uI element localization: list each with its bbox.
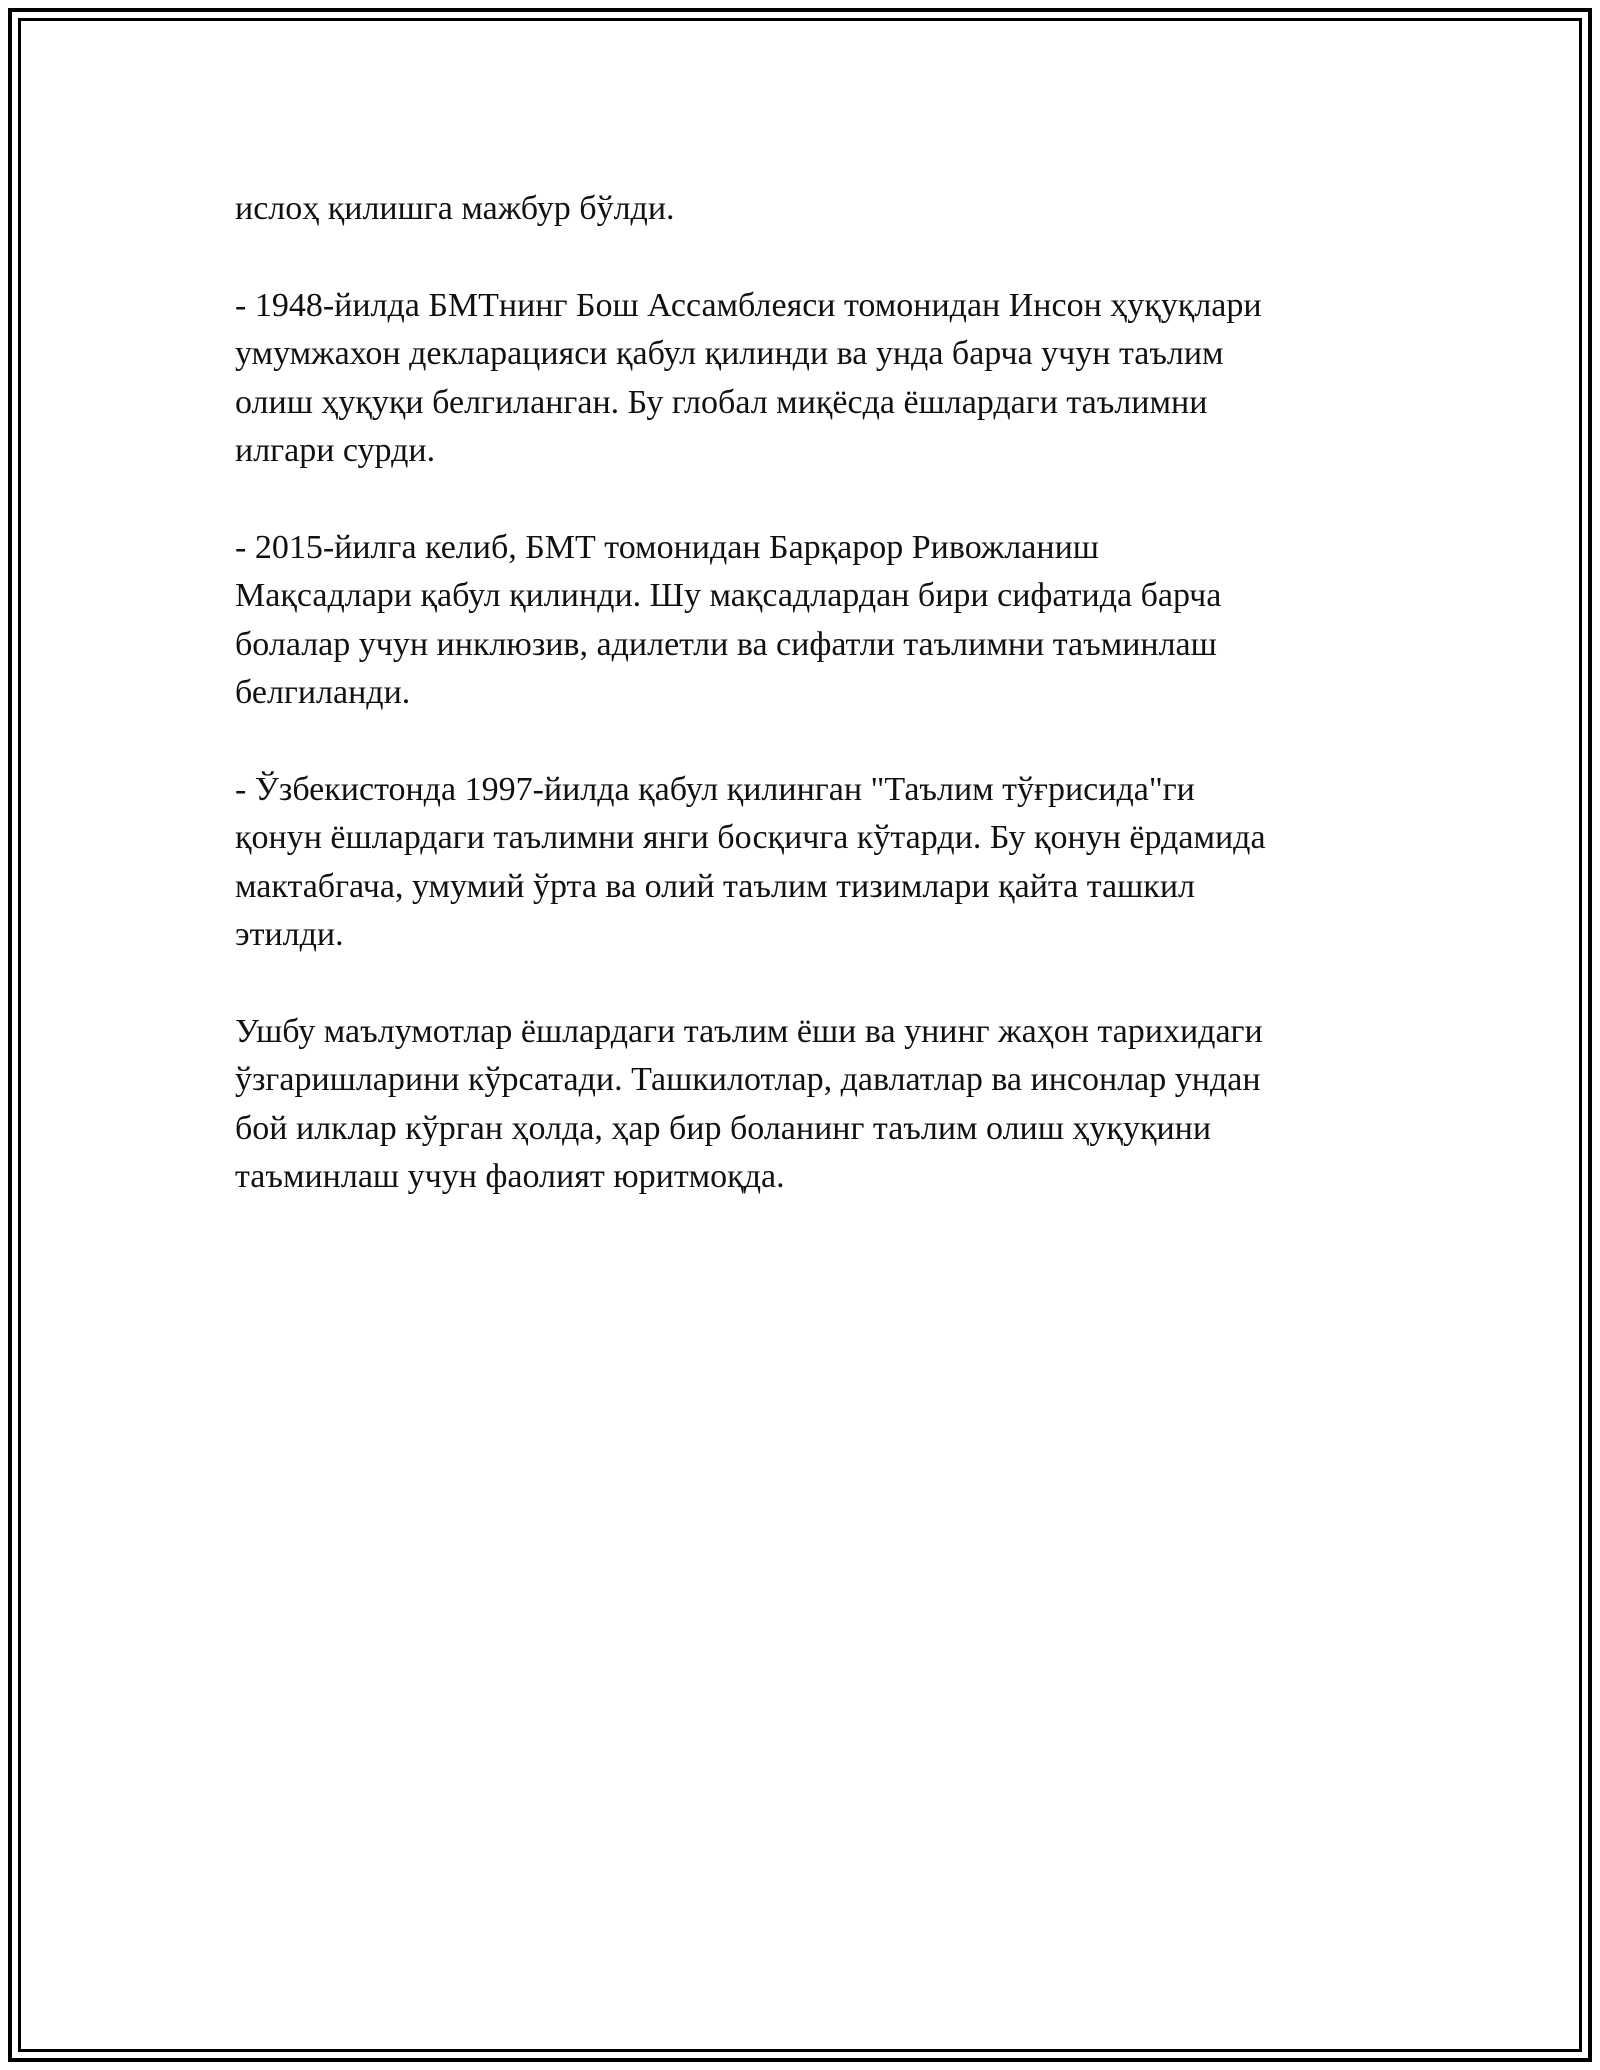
paragraph-continuation: ислоҳ қилишга мажбур бўлди. <box>235 190 675 227</box>
paragraph-2015-goals: - 2015-йилга келиб, БМТ томонидан Барқарор Ривожланиш Мақсадлари қабул қилинди. Шу мақсадлардан бири сифатида барча болалар учун инклюзив, адилетли ва сифатли таълимни таъминлаш белгиланди. <box>235 528 1222 711</box>
document-body <box>235 185 1365 1250</box>
paragraph-1948-declaration: - 1948-йилда БМТнинг Бош Ассамблеяси томонидан Инсон ҳуқуқлари умумжахон декларацияси қабул қилинди ва унда барча учун таълим олиш ҳуқуқи белгиланган. Бу глобал миқёсда ёшлардаги таълимни илгари сурди. <box>235 286 1262 469</box>
paragraph-1997-law: - Ўзбекистонда 1997-йилда қабул қилинган "Таълим тўғрисида"ги қонун ёшлардаги таълимни янги босқичга кўтарди. Бу қонун ёрдамида мактабгача, умумий ўрта ва олий таълим тизимлари қайта ташкил этилди. <box>235 770 1266 953</box>
paragraph-conclusion: Ушбу маълумотлар ёшлардаги таълим ёши ва унинг жаҳон тарихидаги ўзгаришларини кўрсатади. Ташкилотлар, давлатлар ва инсонлар ундан бой илклар кўрган ҳолда, ҳар бир боланинг таълим олиш ҳуқуқини таъминлаш учун фаолият юритмоқда. <box>235 1012 1263 1195</box>
